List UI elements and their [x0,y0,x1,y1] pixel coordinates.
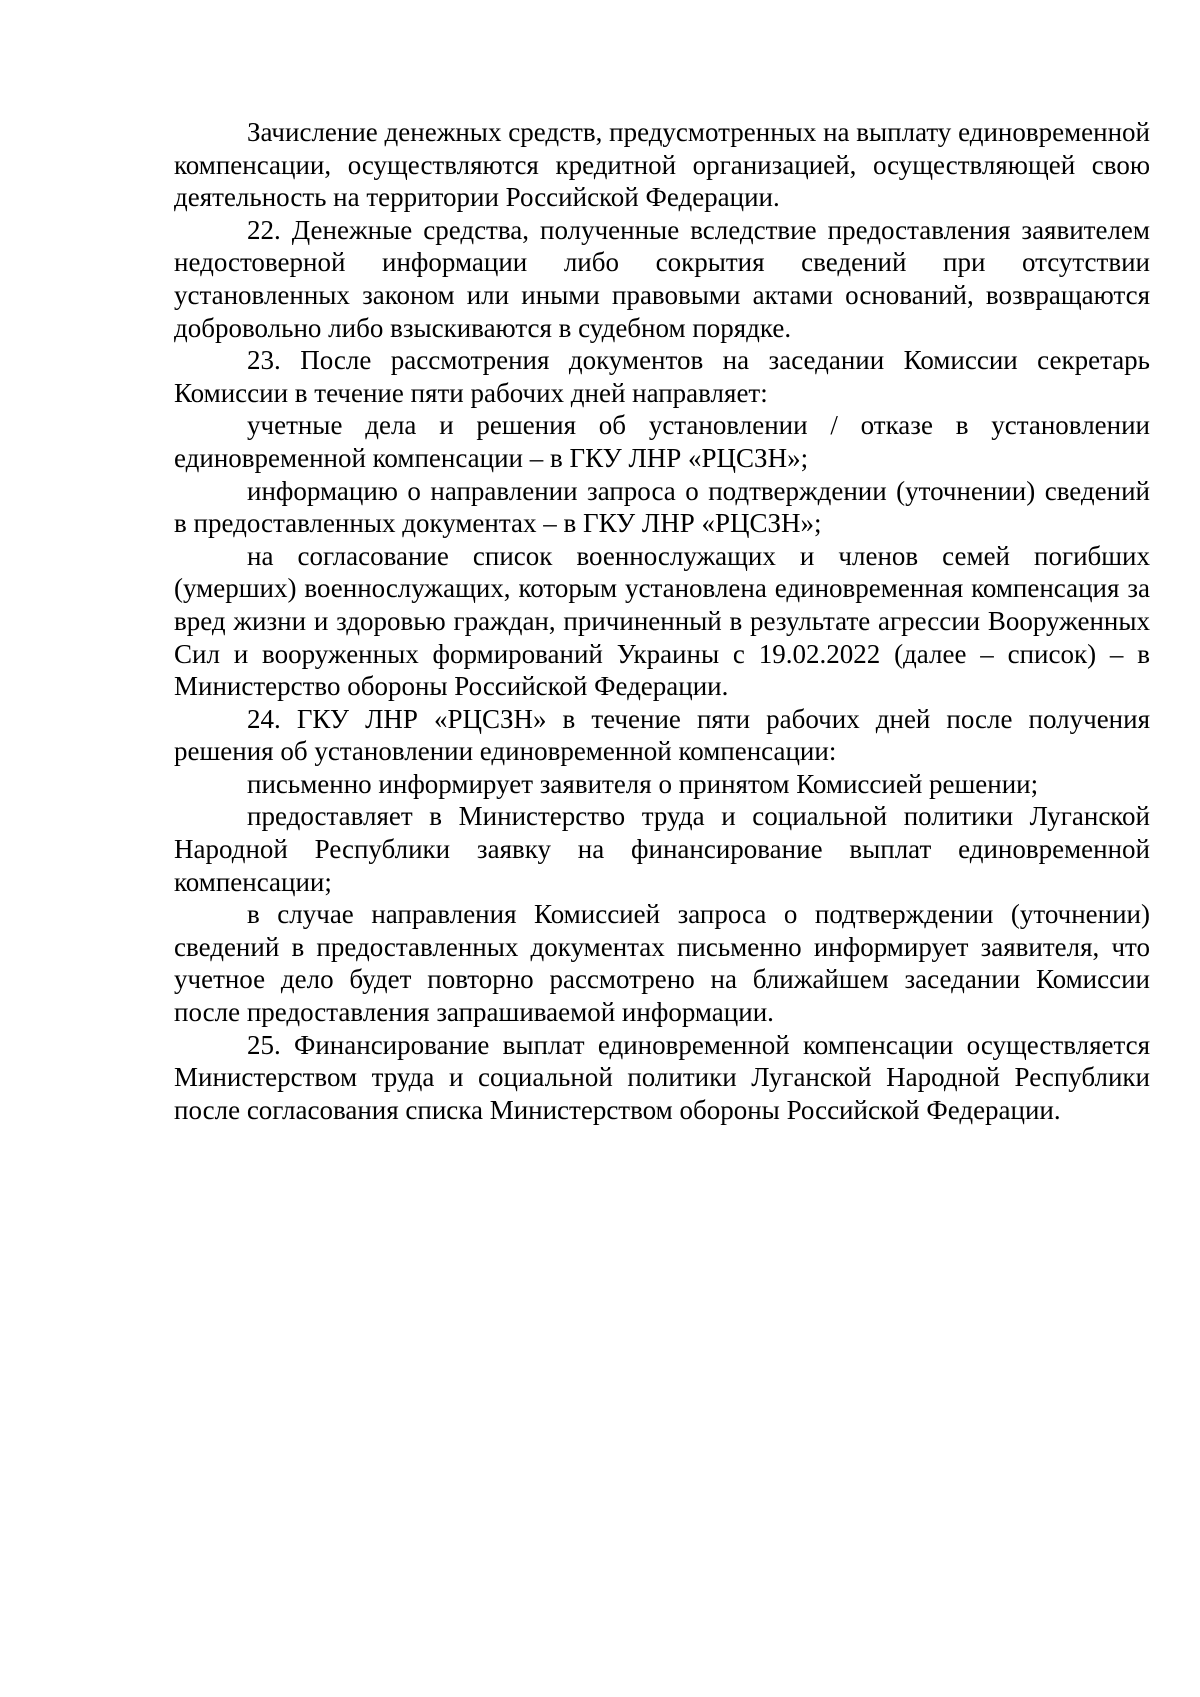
paragraph-text: письменно информирует заявителя о принятом Комиссией решении; [247,768,1039,799]
paragraph-text: Зачисление денежных средств, предусмотренных на выплату единовременной компенсации, осуществляются кредитной организацией, осуществляющей свою деятельность на территории Российской Федерации. [174,117,1150,213]
paragraph-text: После рассмотрения документов на заседании Комиссии секретарь Комиссии в течение пяти рабочих дней направляет: [174,345,1150,408]
paragraph-text: в случае направления Комиссией запроса о подтверждении (уточнении) сведений в предоставленных документах письменно информирует заявителя, что учетное дело будет повторно рассмотрено на ближайшем заседании Комиссии после предоставления запрашиваемой информации. [174,899,1150,1028]
paragraph-23-item-case-files [174,409,1150,474]
paragraph-enrollment [174,116,1150,214]
paragraph-text: Денежные средства, полученные вследствие предоставления заявителем недостоверной информации либо сокрытия сведений при отсутствии установленных законом или иными правовыми актами оснований, возвращаются добровольно либо взыскиваются в судебном порядке. [174,214,1151,343]
paragraph-23-item-request-info [174,475,1150,540]
paragraph-number: 25. [247,1029,281,1060]
paragraph-24-item-reconsideration [174,898,1150,1028]
paragraph-24-item-inform [174,768,1150,801]
paragraph-text: учетные дела и решения об установлении / отказе в установлении единовременной компенсации – в ГКУ ЛНР «РЦСЗН»; [174,410,1150,473]
paragraph-22 [174,214,1150,344]
paragraph-23 [174,344,1150,409]
paragraph-text: информацию о направлении запроса о подтверждении (уточнении) сведений в предоставленных документах – в ГКУ ЛНР «РЦСЗН»; [174,475,1150,539]
paragraph-24 [174,703,1150,768]
paragraph-24-item-funding-request [174,800,1150,898]
paragraph-text: ГКУ ЛНР «РЦСЗН» в течение пяти рабочих дней после получения решения об установлении единовременной компенсации: [174,703,1151,767]
paragraph-23-item-approval-list [174,540,1150,703]
paragraph-number: 24. [247,703,281,734]
paragraph-number: 23. [247,345,281,376]
document-body [174,116,1150,1126]
paragraph-text: Финансирование выплат единовременной компенсации осуществляется Министерством труда и социальной политики Луганской Народной Республики после согласования списка Министерством обороны Российской Федерации. [174,1029,1150,1125]
paragraph-25 [174,1029,1150,1127]
paragraph-text: предоставляет в Министерство труда и социальной политики Луганской Народной Республики заявку на финансирование выплат единовременной компенсации; [174,801,1150,897]
paragraph-number: 22. [247,214,281,245]
paragraph-text: на согласование список военнослужащих и членов семей погибших (умерших) военнослужащих, которым установлена единовременная компенсация за вред жизни и здоровью граждан, причиненный в результате агрессии Вооруженных Сил и вооруженных формирований Украины с 19.02.2022 (далее – список) – в Министерство обороны Российской Федерации. [174,540,1150,702]
